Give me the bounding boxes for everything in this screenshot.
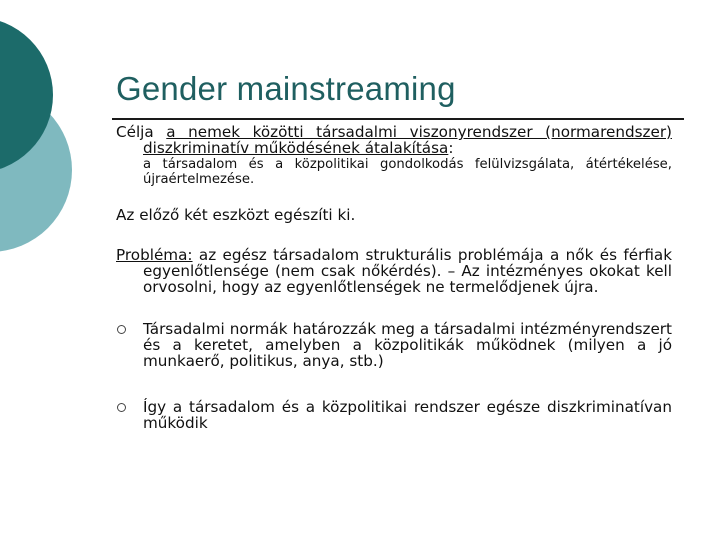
complement-paragraph: Az előző két eszközt egészíti ki. — [116, 206, 356, 224]
title-divider — [112, 118, 684, 120]
bullet-text-2: Így a társadalom és a közpolitikai rendszer egésze diszkriminatívan működik — [143, 398, 672, 432]
bullet-item-1 — [116, 321, 672, 369]
bullet-item-2 — [116, 399, 672, 431]
goal-underlined: a nemek közötti társadalmi viszonyrendszer (normarendszer) diszkriminatív működésének átalakítása — [143, 123, 672, 157]
bullet-circle-icon — [117, 403, 126, 412]
slide-title: Gender mainstreaming — [116, 70, 456, 107]
goal-subtext: a társadalom és a közpolitikai gondolkodás felülvizsgálata, átértékelése, újraértelmezése. — [143, 157, 672, 187]
goal-prefix: Célja — [116, 123, 167, 141]
problem-text: az egész társadalom strukturális problémája a nők és férfiak egyenlőtlensége (nem csak nőkérdés). – Az intézményes okokat kell orvosolni, hogy az egyenlőtlenségek ne termelődjenek újra. — [143, 246, 672, 296]
bullet-text-1: Társadalmi normák határozzák meg a társadalmi intézményrendszert és a keretet, amelyben a közpolitikák működnek (milyen a jó munkaerő, politikus, anya, stb.) — [143, 320, 672, 370]
decorative-circles — [0, 0, 120, 300]
problem-label: Probléma: — [116, 246, 193, 264]
goal-paragraph — [116, 124, 672, 156]
slide-body — [116, 124, 672, 431]
bullet-circle-icon — [117, 325, 126, 334]
problem-paragraph — [116, 247, 672, 295]
goal-suffix: : — [448, 139, 454, 157]
